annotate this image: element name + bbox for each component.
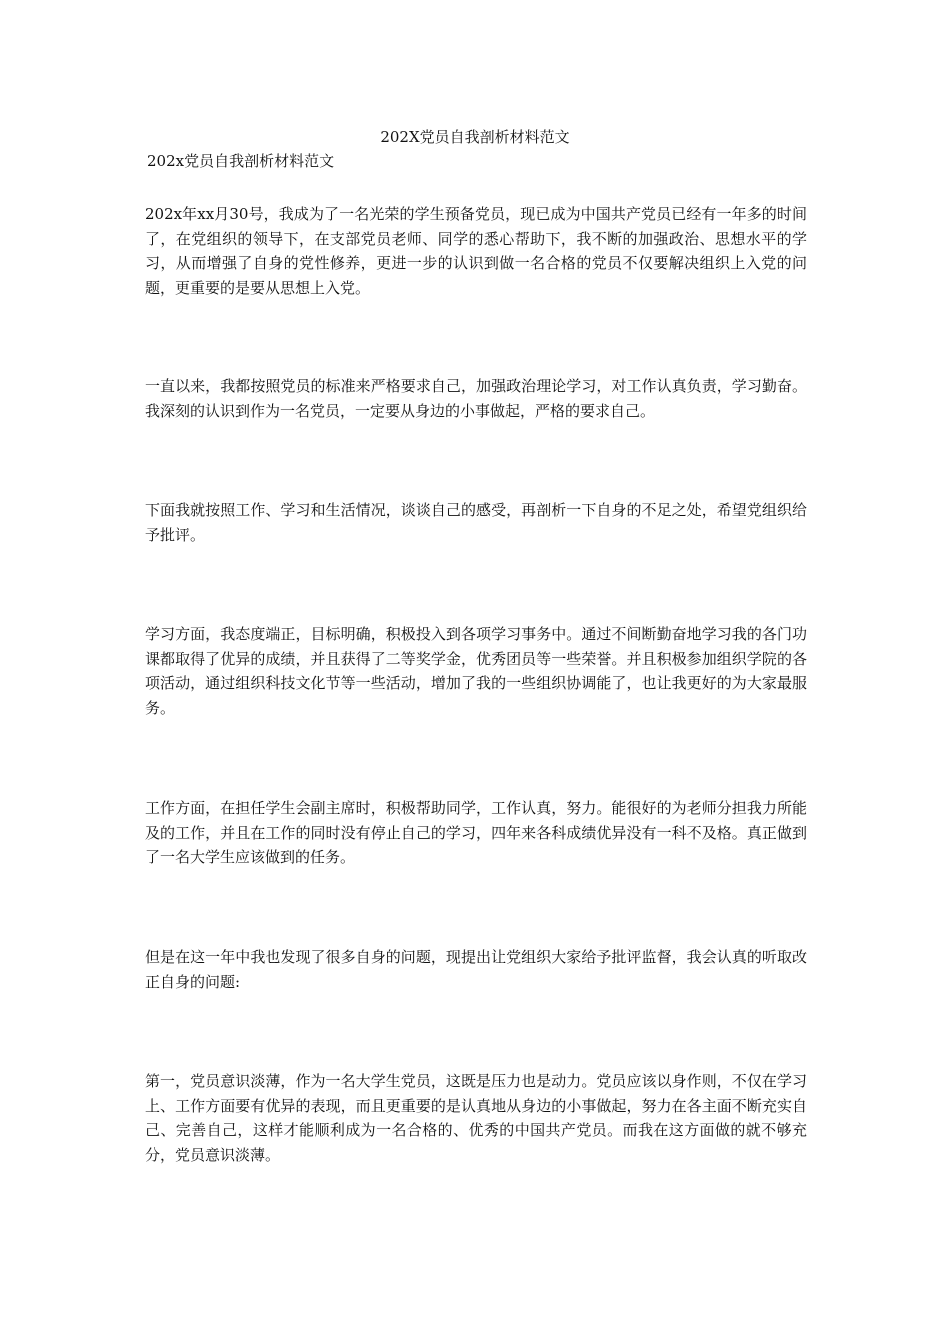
paragraph-work: 工作方面，在担任学生会副主席时，积极帮助同学，工作认真，努力。能很好的为老师分担我力所能及的工作，并且在工作的同时没有停止自己的学习，四年来各科成绩优异没有一科不及格。真正做到了一名大学生应该做到的任务。 — [145, 799, 807, 866]
paragraph-intro: 202x年xx月30号，我成为了一名光荣的学生预备党员，现已成为中国共产党员已经有一年多的时间了，在党组织的领导下，在支部党员老师、同学的悉心帮助下，我不断的加强政治、思想水平的学习，从而增强了自身的党性修养，更进一步的认识到做一名合格的党员不仅要解决组织上入党的问题，更重要的是要从思想上入党。 — [145, 205, 807, 297]
paragraph-self-requirement: 一直以来，我都按照党员的标准来严格要求自己，加强政治理论学习，对工作认真负责，学习勤奋。我深刻的认识到作为一名党员，一定要从身边的小事做起，严格的要求自己。 — [145, 377, 807, 420]
paragraph-first-problem: 第一，党员意识淡薄，作为一名大学生党员，这既是压力也是动力。党员应该以身作则，不仅在学习上、工作方面要有优异的表现，而且更重要的是认真地从身边的小事做起，努力在各主面不断充实自己、完善自己，这样才能顺利成为一名合格的、优秀的中国共产党员。而我在这方面做的就不够充分，党员意识淡薄。 — [145, 1072, 807, 1164]
document-title: 202X党员自我剖析材料范文 — [380, 128, 570, 146]
paragraph-problems: 但是在这一年中我也发现了很多自身的问题，现提出让党组织大家给予批评监督，我会认真的听取改正自身的问题: — [145, 948, 807, 991]
paragraph-study: 学习方面，我态度端正，目标明确，积极投入到各项学习事务中。通过不间断勤奋地学习我的各门功课都取得了优异的成绩，并且获得了二等奖学金，优秀团员等一些荣誉。并且积极参加组织学院的各项活动，通过组织科技文化节等一些活动，增加了我的一些组织协调能了，也让我更好的为大家最服务。 — [145, 625, 807, 717]
document-subtitle: 202x党员自我剖析材料范文 — [147, 152, 335, 170]
paragraph-overview: 下面我就按照工作、学习和生活情况，谈谈自己的感受，再剖析一下自身的不足之处，希望党组织给予批评。 — [145, 501, 807, 544]
